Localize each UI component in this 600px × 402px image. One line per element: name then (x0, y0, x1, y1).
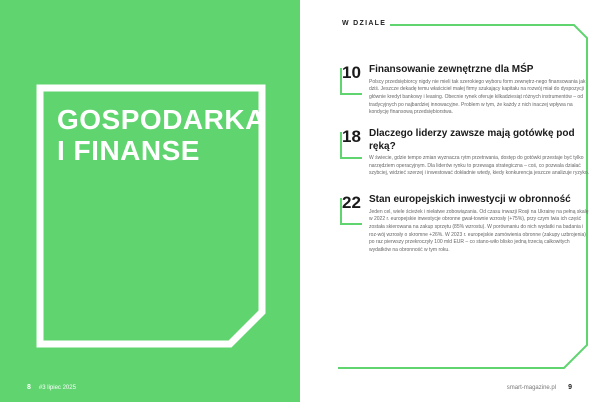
toc-page-number: 10 (342, 63, 361, 82)
toc-text (369, 128, 589, 178)
toc-header: W DZIALE (338, 20, 390, 27)
left-page-number: 8 (27, 384, 31, 391)
toc-title: Dlaczego liderzy zawsze mają gotówkę pod ręką? (369, 128, 575, 152)
toc-text (369, 194, 589, 255)
toc-summary: W świecie, gdzie tempo zmian wyznacza rytm przetrwania, dostęp do gotówki przestaje być tylko narzędziem operacyjnym. Dla liderów rynku to przewaga strategiczna – coś, co pozwala działać szybciej, widzieć szerzej i inwestować dokładnie wtedy, kiedy konkurencja jeszcze analizuje ryzyko. (369, 155, 590, 177)
toc-summary: Jeden cel, wiele ścieżek i niełatwe zobowiązania. Od czasu inwazji Rosji na Ukrainę na pełną skalę w 2022 r. europejskie inwestycje obronne gwał-townie wzrosły (+75%), przy czym lwia ich część została skierowana na zakup sprzętu (85% wzrostu). W porównaniu do nich wydatki na badania i roz-wój wzrosły o skromne +26%. W 2023 r. europejskie zamówienia obronne (zakupy uzbrojenia) po raz pierwszy przekroczyły 100 mld EUR – co stano-wiło blisko jedną trzecią całkowitych wydatków na obronność w tym roku. (369, 208, 589, 254)
toc-page-number: 18 (342, 127, 361, 146)
toc-summary: Polscy przedsiębiorcy nigdy nie mieli tak szerokiego wyboru form zewnętrz-nego finansowania jak dziś. Jeszcze dekadę temu właściciel małej firmy szukający kapitału na rozwój miał do dyspozycji głównie kredyt bankowy i leasing. Obecnie rynek oferuje kilkadziesiąt różnych instrumentów – od tradycyjnych po najbardziej innowacyjne. Problem w tym, że każdy z nich inaczej wpływa na kondycję finansową przedsiębiorstwa. (369, 78, 586, 116)
toc-number-box (340, 193, 370, 225)
toc-text (369, 64, 589, 117)
site-url[interactable]: smart-magazine.pl (506, 384, 557, 391)
toc-number-box (340, 127, 370, 159)
toc-number-box (340, 63, 370, 95)
toc-title: Stan europejskich inwestycji w obronność (369, 194, 571, 205)
toc-page-number: 22 (342, 193, 361, 212)
toc-title: Finansowanie zewnętrzne dla MŚP (369, 64, 534, 75)
section-title: GOSPODARKA I FINANSE (57, 104, 266, 166)
left-footer (27, 384, 76, 391)
right-page-number: 9 (568, 384, 572, 391)
right-footer (507, 384, 572, 391)
right-page (300, 0, 600, 402)
issue-label: #3 lipiec 2025 (38, 384, 76, 391)
